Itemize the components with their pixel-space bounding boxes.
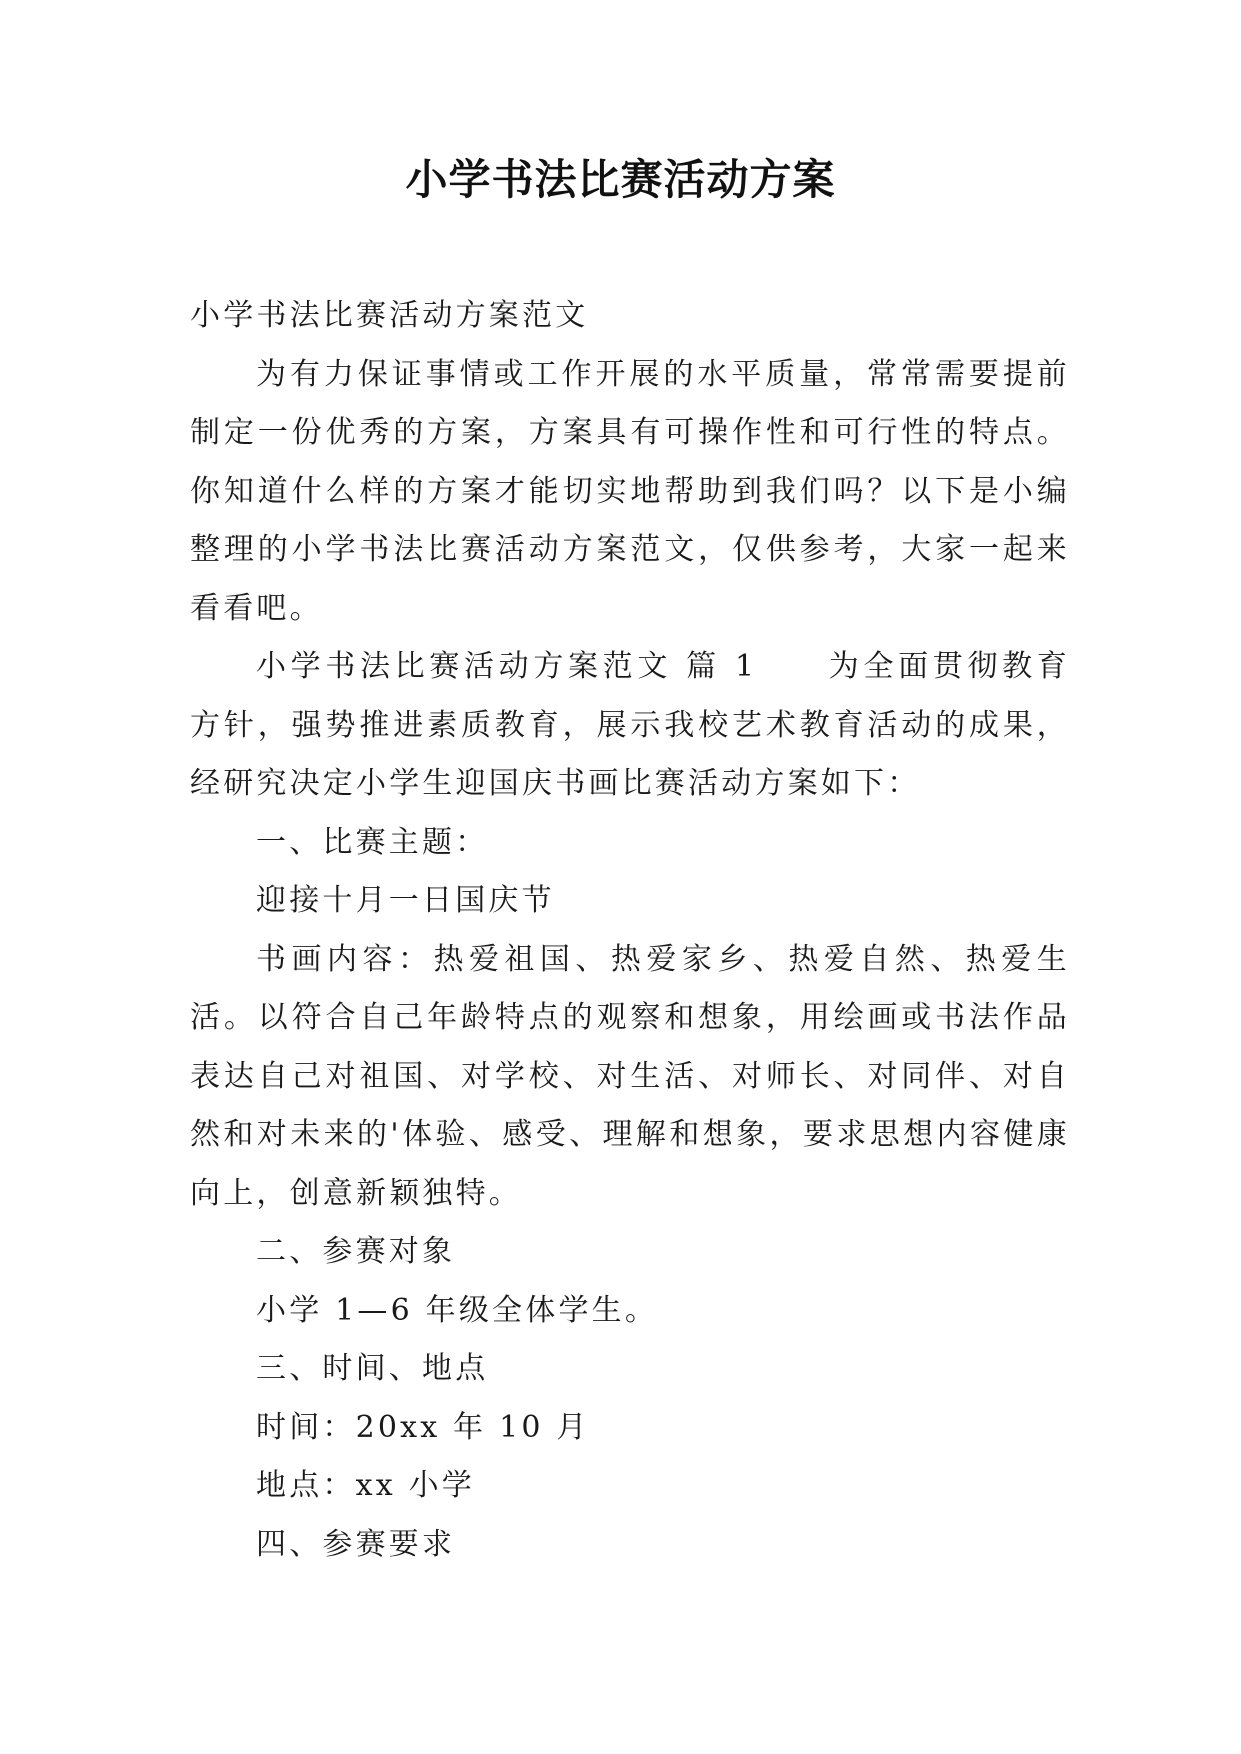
heading-theme: 一、比赛主题： bbox=[256, 824, 489, 860]
content-paragraph: 书画内容：热爱祖国、热爱家乡、热爱自然、热爱生活。以符合自己年龄特点的观察和想象，用绘画或书法作品表达自己对祖国、对学校、对生活、对师长、对同伴、对自然和对未来的'体验、感受、理解和想象，要求思想内容健康向上，创意新颖独特。 bbox=[190, 941, 1070, 1211]
section-text: 为全面贯彻教育方针，强势推进素质教育，展示我校艺术教育活动的成果，经研究决定小学生迎国庆书画比赛活动方案如下： bbox=[190, 649, 1070, 801]
document-title: 小学书法比赛活动方案 bbox=[405, 155, 836, 204]
intro-paragraph: 为有力保证事情或工作开展的水平质量，常常需要提前制定一份优秀的方案，方案具有可操作性和可行性的特点。你知道什么样的方案才能切实地帮助到我们吗？以下是小编整理的小学书法比赛活动方案范文，仅供参考，大家一起来看看吧。 bbox=[190, 356, 1070, 626]
participants-text: 小学 1—6 年级全体学生。 bbox=[256, 1292, 659, 1328]
section-paragraph bbox=[190, 638, 1070, 814]
heading-participants: 二、参赛对象 bbox=[256, 1234, 456, 1269]
document-subtitle: 小学书法比赛活动方案范文 bbox=[190, 298, 589, 333]
place-text: 地点：xx 小学 bbox=[256, 1468, 475, 1503]
heading-time-place: 三、时间、地点 bbox=[256, 1351, 489, 1386]
time-text: 时间：20xx 年 10 月 bbox=[256, 1409, 590, 1445]
heading-requirements: 四、参赛要求 bbox=[256, 1526, 456, 1562]
section-heading: 小学书法比赛活动方案范文 篇 1 bbox=[256, 649, 758, 684]
theme-text: 迎接十月一日国庆节 bbox=[256, 883, 555, 918]
document-body bbox=[190, 287, 1070, 1574]
